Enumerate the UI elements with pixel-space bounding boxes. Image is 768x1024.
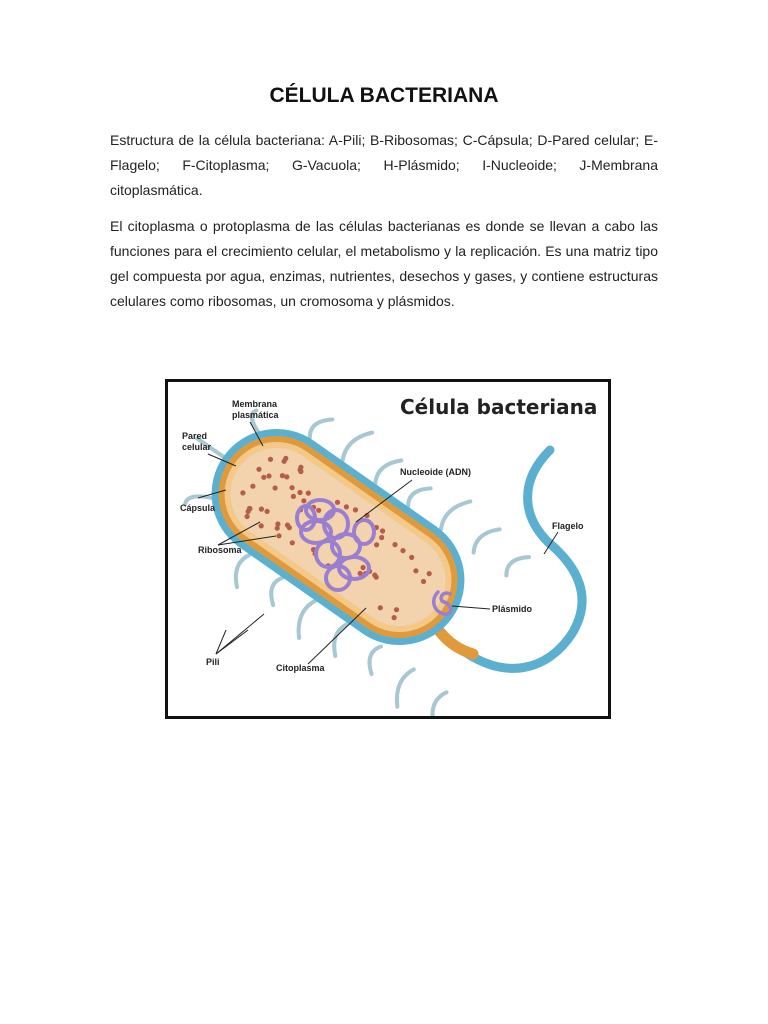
- pilus: [236, 555, 250, 587]
- ribosome: [353, 507, 358, 512]
- ribosome: [379, 535, 384, 540]
- ribosome: [268, 457, 273, 462]
- ribosome: [265, 509, 270, 514]
- ribosome: [427, 571, 432, 576]
- ribosome: [266, 473, 271, 478]
- ribosome: [284, 474, 289, 479]
- pilus: [432, 692, 446, 716]
- label-ribosoma: Ribosoma: [198, 545, 242, 555]
- ribosome: [400, 548, 405, 553]
- paragraph-cytoplasm: El citoplasma o protoplasma de las células bacterianas es donde se llevan a cabo las funciones para el crecimiento celular, el metabolismo y la replicación. Es una matriz tipo gel compuesta por agua, enzimas, nutrientes, desechos y gases, y contiene estructuras celulares como ribosomas, un cromosoma y plásmidos.: [110, 218, 658, 309]
- ribosome: [275, 521, 280, 526]
- ribosome: [245, 514, 250, 519]
- pilus: [343, 433, 372, 461]
- ribosome: [378, 605, 383, 610]
- ribosome: [256, 467, 261, 472]
- ribosome: [247, 506, 252, 511]
- ribosome: [394, 607, 399, 612]
- ribosome: [240, 490, 245, 495]
- ribosome: [413, 568, 418, 573]
- pilus: [474, 529, 500, 552]
- ribosome: [280, 473, 285, 478]
- ribosome: [392, 615, 397, 620]
- ribosome: [361, 565, 366, 570]
- ribosome: [291, 494, 296, 499]
- ribosome: [298, 465, 303, 470]
- ribosome: [276, 533, 281, 538]
- pilus: [370, 646, 381, 674]
- label-flagelo: Flagelo: [552, 521, 584, 531]
- pilus: [334, 624, 348, 656]
- ribosome: [290, 485, 295, 490]
- label-pared-line2: celular: [182, 442, 212, 452]
- ribosome: [344, 504, 349, 509]
- label-plasmido: Plásmido: [492, 604, 533, 614]
- ribosome: [290, 540, 295, 545]
- pilus: [506, 557, 529, 575]
- label-pili: Pili: [206, 657, 220, 667]
- bacterial-cell-diagram: [168, 382, 608, 716]
- page-title: CÉLULA BACTERIANA: [269, 84, 499, 107]
- ribosome: [335, 500, 340, 505]
- label-capsula: Cápsula: [180, 503, 216, 513]
- ribosome: [380, 528, 385, 533]
- ribosome: [374, 542, 379, 547]
- ribosome: [259, 507, 264, 512]
- ribosome: [306, 491, 311, 496]
- label-pared-line1: Pared: [182, 431, 208, 441]
- ribosome: [316, 508, 321, 513]
- ribosome: [250, 484, 255, 489]
- ribosome: [421, 579, 426, 584]
- label-membrana-line2: plasmática: [232, 410, 279, 420]
- label-nucleoide: Nucleoide (ADN): [400, 467, 472, 477]
- label-citoplasma: Citoplasma: [276, 663, 325, 673]
- ribosome: [285, 523, 290, 528]
- ribosome: [372, 573, 377, 578]
- ribosome: [261, 475, 266, 480]
- ribosome: [259, 523, 264, 528]
- bacterial-cell-figure: [165, 379, 611, 719]
- paragraph-structure: Estructura de la célula bacteriana: A-Pili; B-Ribosomas; C-Cápsula; D-Pared celular; E-Flagelo; F-Citoplasma; G-Vacuola; H-Plásmido; I-Nucleoide; J-Membrana citoplasmática.: [110, 132, 658, 198]
- ribosome: [282, 459, 287, 464]
- ribosome: [273, 485, 278, 490]
- ribosome: [392, 542, 397, 547]
- ribosome: [297, 490, 302, 495]
- figure-title: Célula bacteriana: [400, 395, 598, 419]
- pilus: [397, 669, 414, 706]
- pilus: [408, 488, 431, 506]
- flagellum-hook: [440, 632, 473, 654]
- pilus: [441, 501, 470, 529]
- label-membrana-line1: Membrana: [232, 399, 278, 409]
- pilus: [310, 420, 333, 438]
- ribosome: [409, 555, 414, 560]
- ribosome: [301, 498, 306, 503]
- pilus: [271, 578, 282, 606]
- pilus: [375, 460, 401, 483]
- pilus: [299, 601, 316, 638]
